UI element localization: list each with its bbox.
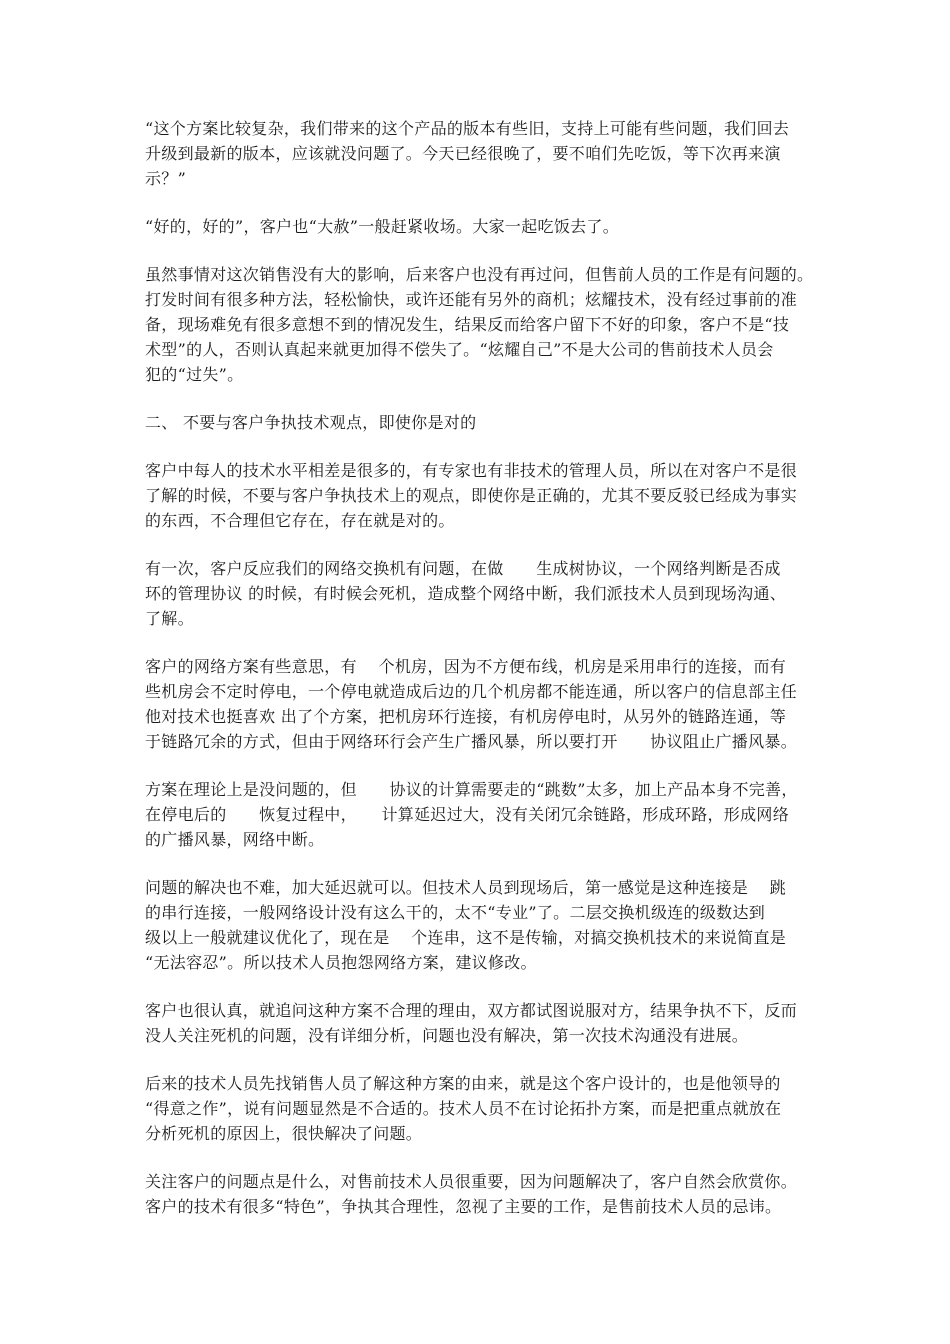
- text-line: 级以上一般就建议优化了，现在是 个连串，这不是传输，对搞交换机技术的来说简直是: [145, 928, 787, 947]
- text-line: 术型”的人，否则认真起来就更加得不偿失了。“炫耀自己”不是大公司的售前技术人员会: [145, 340, 774, 359]
- text-line: 虽然事情对这次销售没有大的影响，后来客户也没有再过问，但售前人员的工作是有问题的。: [145, 265, 814, 284]
- text-line: “无法容忍”。所以技术人员抱怨网络方案，建议修改。: [145, 953, 537, 972]
- text-line: 的串行连接，一般网络设计没有这么干的，太不“专业”了。二层交换机级连的级数达到: [145, 903, 766, 922]
- text-line: 于链路冗余的方式，但由于网络环行会产生广播风暴，所以要打开 协议阻止广播风暴。: [145, 732, 798, 751]
- text-line: 打发时间有很多种方法，轻松愉快，或许还能有另外的商机；炫耀技术，没有经过事前的准: [145, 290, 798, 309]
- text-line: “好的，好的”，客户也“大赦”一般赶紧收场。大家一起吃饭去了。: [145, 217, 620, 236]
- text-line: 备，现场难免有很多意想不到的情况发生，结果反而给客户留下不好的印象，客户不是“技: [145, 315, 790, 334]
- text-line: 问题的解决也不难，加大延迟就可以。但技术人员到现场后，第一感觉是这种连接是 跳: [145, 878, 787, 897]
- paragraph: [145, 998, 815, 1048]
- text-line: 关注客户的问题点是什么，对售前技术人员很重要，因为问题解决了，客户自然会欣赏你。: [145, 1172, 798, 1191]
- section-heading: [145, 410, 815, 435]
- text-line: 分析死机的原因上，很快解决了问题。: [145, 1124, 423, 1143]
- text-line: 示？”: [145, 169, 187, 188]
- text-line: 些机房会不定时停电，一个停电就造成后边的几个机房都不能连通，所以客户的信息部主任: [145, 682, 798, 701]
- paragraph: [145, 556, 815, 631]
- paragraph: [145, 116, 815, 191]
- text-line: 二、 不要与客户争执技术观点，即使你是对的: [145, 413, 477, 432]
- text-line: 的广播风暴，网络中断。: [145, 830, 325, 849]
- text-line: 客户中每人的技术水平相差是很多的，有专家也有非技术的管理人员，所以在对客户不是很: [145, 461, 798, 480]
- text-line: 在停电后的 恢复过程中， 计算延迟过大，没有关闭冗余链路，形成环路，形成网络: [145, 805, 790, 824]
- paragraph: [145, 458, 815, 533]
- text-line: 客户也很认真，就追问这种方案不合理的理由，双方都试图说服对方，结果争执不下，反而: [145, 1001, 798, 1020]
- text-line: 了解。: [145, 609, 194, 628]
- text-line: 升级到最新的版本，应该就没问题了。今天已经很晚了，要不咱们先吃饭，等下次再来演: [145, 144, 781, 163]
- text-line: “这个方案比较复杂，我们带来的这个产品的版本有些旧，支持上可能有些问题，我们回去: [145, 119, 790, 138]
- text-line: 客户的网络方案有些意思，有 个机房，因为不方便布线，机房是采用串行的连接，而有: [145, 657, 787, 676]
- text-line: 没人关注死机的问题，没有详细分析，问题也没有解决，第一次技术沟通没有进展。: [145, 1026, 749, 1045]
- text-line: 环的管理协议 的时候，有时候会死机，造成整个网络中断，我们派技术人员到现场沟通、: [145, 584, 787, 603]
- text-line: 后来的技术人员先找销售人员了解这种方案的由来，就是这个客户设计的，也是他领导的: [145, 1074, 781, 1093]
- text-line: 他对技术也挺喜欢 出了个方案，把机房环行连接，有机房停电时，从另外的链路连通，等: [145, 707, 787, 726]
- paragraph: [145, 1071, 815, 1146]
- text-line: 客户的技术有很多“特色”，争执其合理性，忽视了主要的工作，是售前技术人员的忌讳。: [145, 1197, 782, 1216]
- text-line: 方案在理论上是没问题的，但 协议的计算需要走的“跳数”太多，加上产品本身不完善，: [145, 780, 798, 799]
- paragraph: [145, 262, 815, 387]
- paragraph: [145, 654, 815, 754]
- text-line: 了解的时候，不要与客户争执技术上的观点，即使你是正确的，尤其不要反驳已经成为事实: [145, 486, 798, 505]
- paragraph: [145, 1169, 815, 1219]
- paragraph: [145, 777, 815, 852]
- text-line: 犯的“过失”。: [145, 365, 244, 384]
- text-line: 的东西，不合理但它存在，存在就是对的。: [145, 511, 455, 530]
- paragraph: [145, 875, 815, 975]
- paragraph: [145, 214, 815, 239]
- text-line: 有一次，客户反应我们的网络交换机有问题，在做 生成树协议，一个网络判断是否成: [145, 559, 781, 578]
- text-line: “得意之作”，说有问题显然是不合适的。技术人员不在讨论拓扑方案，而是把重点就放在: [145, 1099, 782, 1118]
- document-page: [145, 116, 815, 1242]
